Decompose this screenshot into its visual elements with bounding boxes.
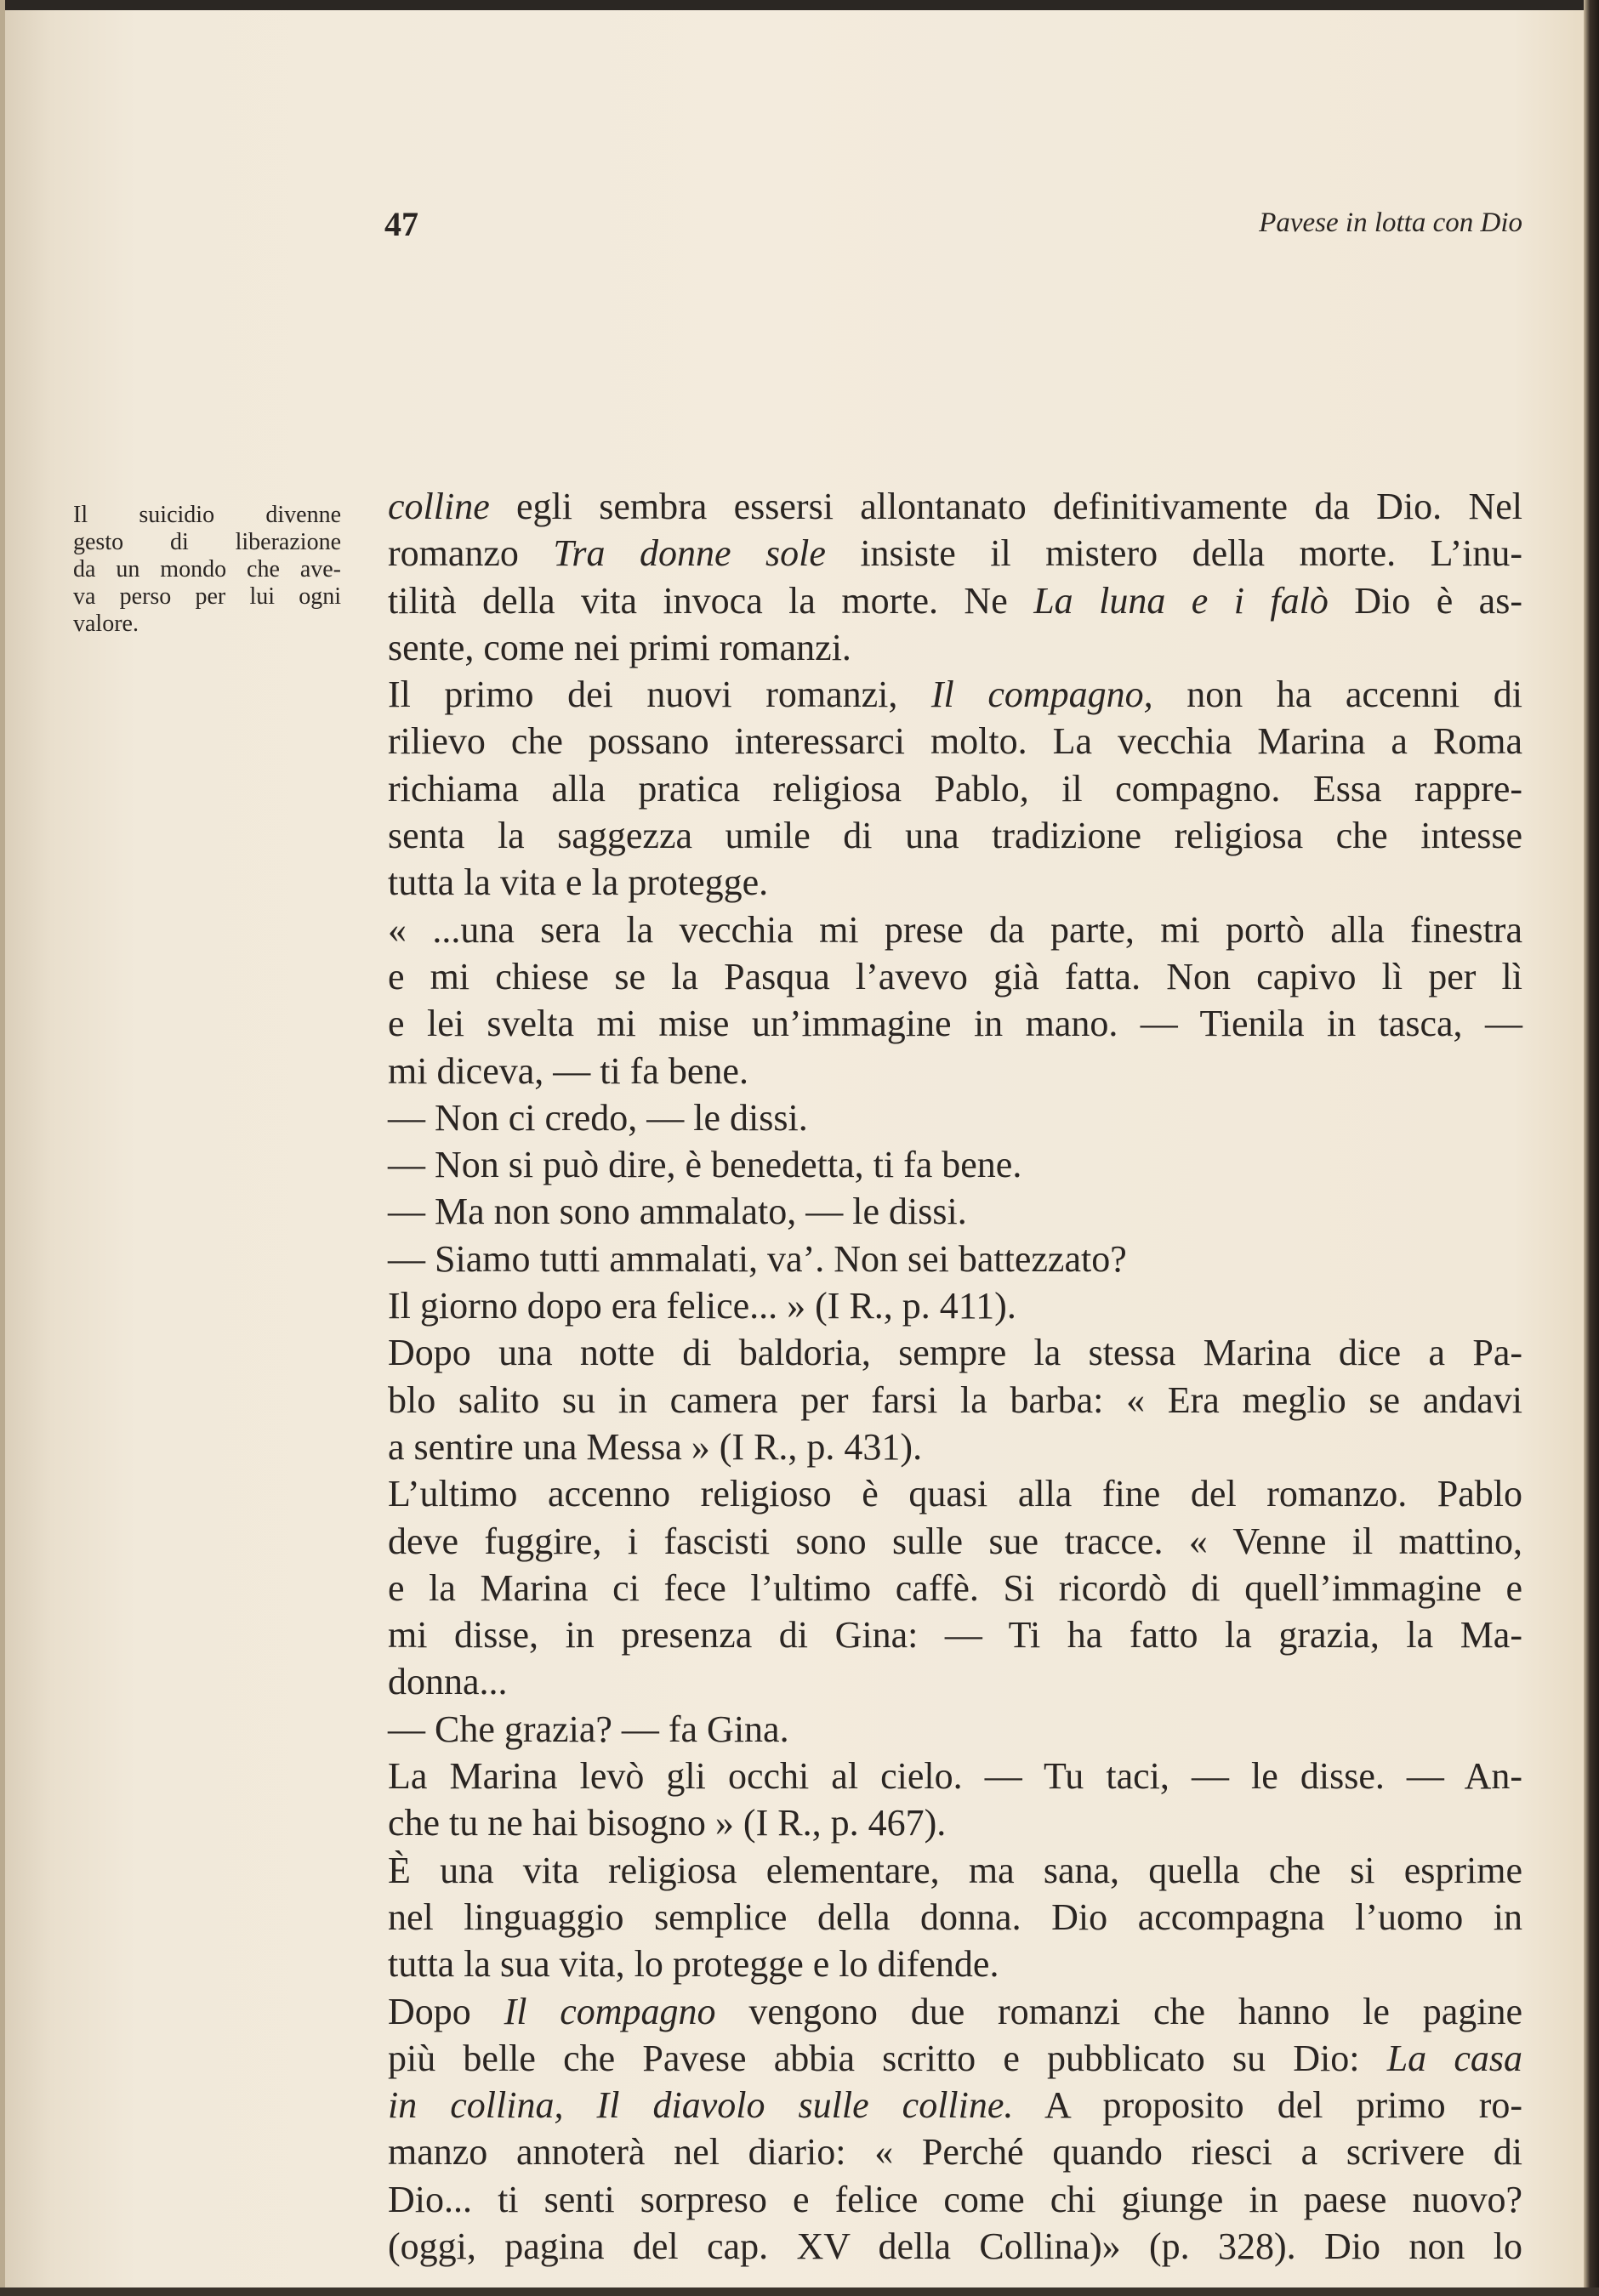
text-segment: manzo annoterà nel diario: « Perché quando riesci a scrivere di [388, 2131, 1522, 2174]
text-segment: e lei svelta mi mise un’immagine in mano. — Tienila in tasca, — [388, 1003, 1522, 1045]
text-line [388, 1048, 1522, 1094]
text-segment: La Marina levò gli occhi al cielo. — Tu taci, — le disse. — An- [388, 1755, 1522, 1798]
italic-title: in collina, Il diavolo sulle colline. [388, 2084, 1014, 2127]
text-segment: egli sembra essersi allontanato definitivamente da Dio. Nel [489, 486, 1522, 527]
text-segment: che tu ne hai bisogno » (I R., p. 467). [388, 1802, 947, 1844]
text-segment: Dopo una notte di baldoria, sempre la stessa Marina dice a Pa- [388, 1332, 1522, 1374]
text-segment: Dio è as- [1328, 579, 1522, 622]
text-segment: romanzo [388, 532, 554, 575]
text-segment: insiste il mistero della morte. L’inu- [825, 532, 1522, 575]
text-line [388, 1141, 1522, 1188]
text-segment: — Siamo tutti ammalati, va’. Non sei battezzato? [388, 1237, 1127, 1280]
italic-title: colline [388, 486, 490, 527]
margin-note-line: Il suicidio divenne [73, 502, 341, 528]
text-line [388, 718, 1522, 764]
text-segment: a sentire una Messa » (I R., p. 431). [388, 1425, 923, 1468]
body-text [388, 483, 1522, 2270]
margin-note [73, 502, 341, 638]
text-segment: vengono due romanzi che hanno le pagine [715, 1990, 1522, 2032]
text-line [388, 1282, 1522, 1329]
text-segment: richiama alla pratica religiosa Pablo, il compagno. Essa rappre- [388, 767, 1522, 810]
text-segment: donna... [388, 1661, 508, 1703]
text-line [388, 1847, 1522, 1894]
text-line [388, 1470, 1522, 1517]
text-line [388, 2223, 1522, 2270]
text-line [388, 2128, 1522, 2175]
text-segment: « ...una sera la vecchia mi prese da parte, mi portò alla finestra [388, 908, 1522, 951]
margin-note-line: valore. [73, 611, 139, 637]
margin-note-line: da un mondo che ave- [73, 556, 341, 583]
text-line [388, 812, 1522, 859]
text-segment: — Non ci credo, — le dissi. [388, 1096, 808, 1139]
text-line [388, 577, 1522, 624]
text-segment: rilievo che possano interessarci molto. La vecchia Marina a Roma [388, 720, 1522, 763]
text-line [388, 1565, 1522, 1611]
text-line [388, 671, 1522, 718]
text-line [388, 765, 1522, 812]
italic-title: Il compagno [504, 1990, 716, 2032]
text-line [388, 2082, 1522, 2128]
text-segment: (oggi, pagina del cap. XV della Collina)» (p. 328). Dio non lo [388, 2225, 1522, 2267]
text-segment: senta la saggezza umile di una tradizione religiosa che intesse [388, 815, 1522, 857]
text-line [388, 1941, 1522, 1987]
page-right-edge [1584, 0, 1599, 2296]
text-line [388, 1329, 1522, 1376]
text-line [388, 1658, 1522, 1705]
text-segment: e mi chiese se la Pasqua l’avevo già fatta. Non capivo lì per lì [388, 955, 1522, 997]
italic-title: Il compagno, [930, 673, 1153, 716]
text-segment: Il primo dei nuovi romanzi, [388, 673, 931, 716]
text-line [388, 1000, 1522, 1047]
text-line [388, 483, 1522, 530]
scan-bottom-border [0, 2287, 1599, 2296]
text-segment: — Non si può dire, è benedetta, ti fa bene. [388, 1144, 1022, 1186]
page-number: 47 [384, 205, 418, 243]
text-segment: — Che grazia? — fa Gina. [388, 1708, 789, 1750]
italic-title: La casa [1386, 2037, 1523, 2079]
text-line [388, 906, 1522, 953]
text-line [388, 1753, 1522, 1799]
italic-title: La luna e i falò [1033, 579, 1329, 622]
text-line [388, 1799, 1522, 1846]
text-segment: e la Marina ci fece l’ultimo caffè. Si ricordò di quell’immagine e [388, 1566, 1522, 1609]
text-segment: tutta la sua vita, lo protegge e lo difende. [388, 1943, 999, 1986]
text-line [388, 953, 1522, 1000]
text-segment: tutta la vita e la protegge. [388, 861, 769, 904]
text-segment: mi disse, in presenza di Gina: — Ti ha fatto la grazia, la Ma- [388, 1614, 1522, 1657]
scan-top-border [0, 0, 1599, 10]
text-segment: — Ma non sono ammalato, — le dissi. [388, 1191, 967, 1233]
text-line [388, 1611, 1522, 1658]
text-line [388, 1706, 1522, 1753]
text-line [388, 1188, 1522, 1235]
text-line [388, 624, 1522, 671]
text-segment: Dopo [388, 1990, 504, 2032]
text-segment: Il giorno dopo era felice... » (I R., p. 411). [388, 1285, 1016, 1327]
text-segment: deve fuggire, i fascisti sono sulle sue tracce. « Venne il mattino, [388, 1520, 1522, 1562]
text-segment: È una vita religiosa elementare, ma sana, quella che si esprime [388, 1849, 1522, 1891]
text-segment: mi diceva, — ti fa bene. [388, 1049, 748, 1092]
text-segment: blo salito su in camera per farsi la barba: « Era meglio se andavi [388, 1378, 1522, 1421]
margin-note-line: gesto di liberazione [73, 529, 341, 555]
text-segment: tilità della vita invoca la morte. Ne [388, 579, 1034, 622]
text-segment: non ha accenni di [1152, 673, 1522, 716]
text-line [388, 1518, 1522, 1565]
text-line [388, 1236, 1522, 1282]
text-line [388, 1894, 1522, 1941]
text-segment: più belle che Pavese abbia scritto e pubblicato su Dio: [388, 2037, 1387, 2079]
text-line [388, 1094, 1522, 1141]
text-line [388, 2035, 1522, 2082]
text-segment: nel linguaggio semplice della donna. Dio accompagna l’uomo in [388, 1895, 1522, 1938]
text-line [388, 859, 1522, 906]
text-line [388, 1424, 1522, 1470]
text-line [388, 530, 1522, 577]
text-segment: L’ultimo accenno religioso è quasi alla fine del romanzo. Pablo [388, 1473, 1522, 1515]
text-segment: sente, come nei primi romanzi. [388, 626, 851, 668]
text-line [388, 1988, 1522, 2035]
text-segment: A proposito del primo ro- [1013, 2084, 1522, 2127]
running-title: Pavese in lotta con Dio [1259, 207, 1522, 238]
text-line [388, 1377, 1522, 1424]
text-segment: Dio... ti senti sorpreso e felice come chi giunge in paese nuovo? [388, 2178, 1522, 2220]
italic-title: Tra donne sole [553, 532, 826, 575]
margin-note-line: va perso per lui ogni [73, 583, 341, 610]
text-line [388, 2176, 1522, 2223]
page-left-edge [0, 0, 5, 2296]
